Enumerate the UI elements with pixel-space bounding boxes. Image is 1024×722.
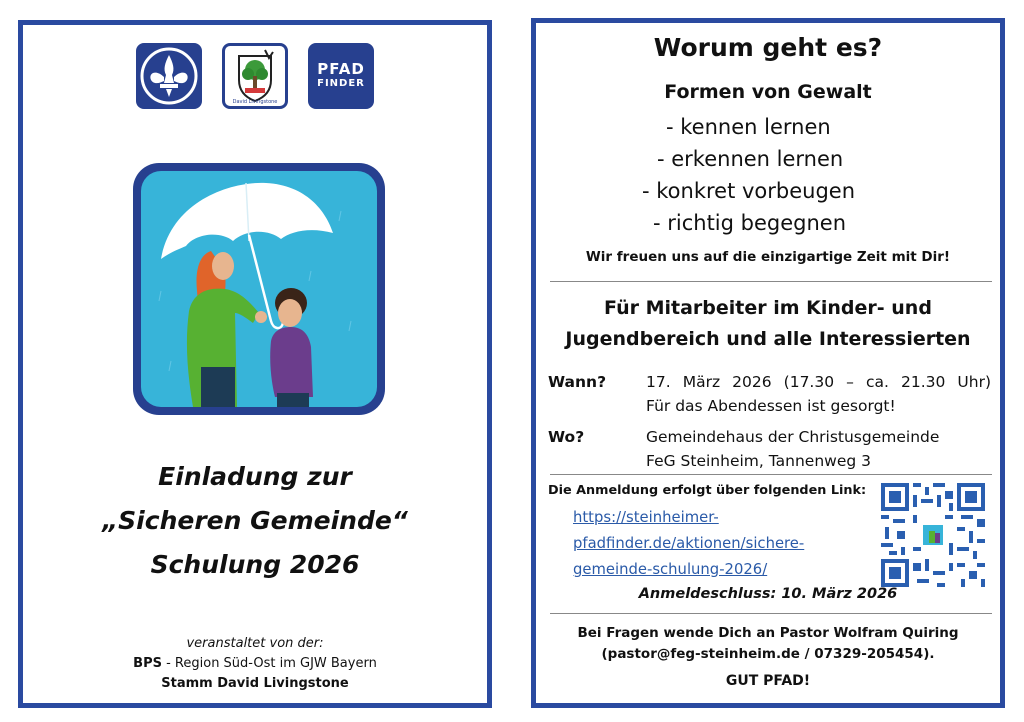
welcome-text: Wir freuen uns auf die einzigartige Zeit mit Dir!	[585, 249, 951, 265]
title-line-3: Schulung 2026	[150, 550, 360, 579]
list-item: - erkennen lernen	[657, 147, 844, 171]
when-value	[646, 370, 991, 418]
registration-deadline: Anmeldeschluss: 10. März 2026	[638, 586, 898, 602]
organizer-intro: veranstaltet von der:	[186, 636, 324, 651]
tree-crest-icon	[225, 46, 285, 106]
closing-greeting: GUT PFAD!	[725, 673, 811, 689]
target-line-1: Für Mitarbeiter im Kinder- und	[604, 297, 932, 319]
qr-code-icon	[881, 483, 985, 587]
where-value	[646, 425, 991, 473]
section-heading: Worum geht es?	[653, 33, 883, 62]
umbrella-people-image	[141, 171, 377, 407]
organizer-region-line	[23, 654, 487, 674]
target-line-2: Jugendbereich und alle Interessierten	[565, 328, 971, 350]
organizer-stamm: Stamm David Livingstone	[161, 676, 349, 691]
organizer-region: - Region Süd-Ost im GJW Bayern	[161, 656, 377, 671]
organizer-bps: BPS	[133, 656, 162, 671]
venue-name: Gemeindehaus der Christusgemeinde	[646, 428, 940, 446]
invitation-title	[23, 455, 487, 587]
dinner-note: Für das Abendessen ist gesorgt!	[646, 397, 896, 415]
contact-line-2: (pastor@feg-steinheim.de / 07329-205454).	[601, 646, 935, 662]
divider	[550, 474, 992, 475]
right-panel	[531, 18, 1005, 708]
list-item: - richtig begegnen	[653, 211, 847, 235]
finder-logo-text: FINDER	[317, 78, 365, 89]
contact-info	[536, 623, 1000, 665]
divider	[550, 613, 992, 614]
crest-caption: David Livingstone	[232, 99, 278, 105]
where-label: Wo?	[548, 428, 585, 446]
divider	[550, 281, 992, 282]
when-label: Wann?	[548, 373, 607, 391]
pfad-logo-text: PFAD	[317, 60, 365, 78]
stamm-crest-logo	[222, 43, 288, 109]
list-item: - kennen lernen	[666, 115, 831, 139]
pfadfinder-logo	[308, 43, 374, 109]
registration-text: Die Anmeldung erfolgt über folgenden Link:	[548, 483, 867, 498]
target-group	[536, 293, 1000, 355]
umbrella-illustration	[133, 163, 385, 415]
organizer-block	[23, 634, 487, 694]
qr-code[interactable]	[881, 483, 985, 587]
forms-of-violence-heading: Formen von Gewalt	[664, 81, 872, 103]
title-line-2: „Sicheren Gemeinde“	[102, 506, 408, 535]
logo-row	[23, 43, 487, 109]
contact-line-1: Bei Fragen wende Dich an Pastor Wolfram Quiring	[577, 625, 959, 641]
registration-link[interactable]: https://steinheimer- pfadfinder.de/aktionen/sichere- gemeinde-schulung-2026/	[573, 509, 805, 578]
left-panel	[18, 20, 492, 708]
venue-address: FeG Steinheim, Tannenweg 3	[646, 452, 871, 470]
list-item: - konkret vorbeugen	[642, 179, 856, 203]
title-line-1: Einladung zur	[158, 462, 352, 491]
fleur-de-lis-icon	[136, 43, 202, 109]
fleur-de-lis-logo	[136, 43, 202, 109]
when-date: 17. März 2026 (17.30 – ca. 21.30 Uhr)	[646, 373, 991, 391]
